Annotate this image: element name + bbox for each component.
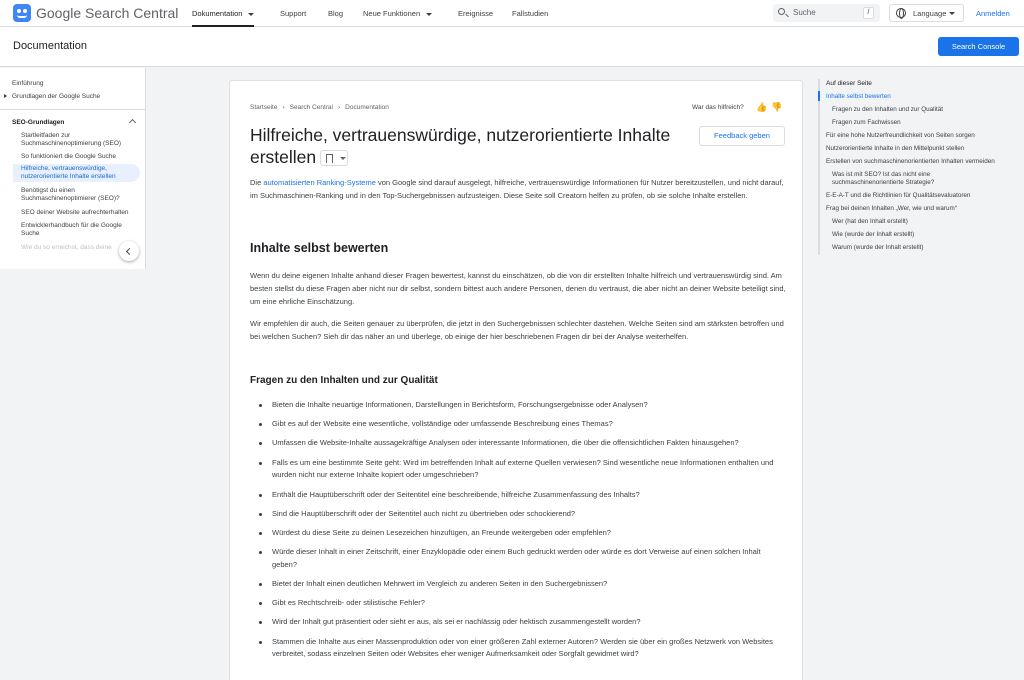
page-title: Hilfreiche, vertrauenswürdige, nutzerorientierte Inhalte erstellen — [250, 125, 671, 167]
collapse-sidebar-button[interactable] — [119, 241, 139, 261]
intro-suffix: von Google sind darauf ausgelegt, hilfreiche, vertrauenswürdige Informationen für Nutzer bereitzustellen, und nicht darauf, im Suchmaschinen-Ranking und in den Top-Suchergebnissen aufzusteigen. Diese Seite soll Creatorn helfen zu prüfen, ob sie solche Inhalte erstellen. — [250, 178, 784, 200]
toc-item-inhalte-bewerten[interactable]: Inhalte selbst bewerten — [826, 93, 891, 100]
nav-ereignisse[interactable]: Ereignisse — [458, 9, 494, 18]
list-item: Sind die Hauptüberschrift oder der Seitentitel auch nicht zu übertrieben oder schockierend? — [259, 508, 779, 521]
toc-item-warum[interactable]: Warum (wurde der Inhalt erstellt) — [832, 244, 924, 251]
paragraph-2: Wir empfehlen dir auch, die Seiten genauer zu überprüfen, die jetzt in den Suchergebnissen schlechter dastehen. Welche Seiten sind am stärksten betroffen und bei welchen Suchen? Sieh dir das näher an und überlege, ob einige der hier beschriebenen Fragen dir bei der Analyse weiterhelfen. — [250, 319, 784, 341]
intro-paragraph — [250, 177, 788, 202]
section-heading: Inhalte selbst bewerten — [250, 241, 389, 255]
nav-support[interactable]: Support — [280, 9, 307, 18]
chevron-down-icon — [949, 12, 955, 15]
language-label: Language — [913, 9, 947, 18]
list-item: Gibt es auf der Website eine wesentliche, vollständige oder umfassende Beschreibung eines Themas? — [259, 418, 779, 431]
question-list — [259, 399, 779, 668]
thumb-up-icon[interactable]: 👍 — [756, 102, 768, 112]
left-sidebar — [0, 68, 146, 269]
breadcrumb-startseite[interactable]: Startseite — [250, 104, 278, 111]
sidebar-item-faded[interactable]: Wie du so erreichst, dass deine — [21, 244, 112, 251]
intro-prefix: Die — [250, 178, 264, 187]
sidebar-item-seo-aufrechterhalten[interactable]: SEO deiner Website aufrechterhalten — [21, 209, 129, 216]
toc-item-fachwissen[interactable]: Fragen zum Fachwissen — [832, 119, 901, 126]
toc-item-wer[interactable]: Wer (hat den Inhalt erstellt) — [832, 218, 908, 225]
globe-icon — [896, 8, 906, 18]
list-item: Falls es um eine bestimmte Seite geht: Wird im betreffenden Inhalt auf externe Quellen verwiesen? Sind wesentliche neue Informationen enthalten und wurden nicht nur externe Inhalte kopiert oder umgeschrieben? — [259, 457, 779, 483]
toc-item-eeat[interactable]: E-E-A-T und die Richtlinien für Qualitätsevaluatoren — [826, 192, 971, 199]
search-central-logo-icon — [13, 4, 31, 22]
logo-text: Google Search Central — [36, 5, 179, 21]
list-item: Stammen die Inhalte aus einer Massenproduktion oder von einer größeren Zahl externer Autoren? Werden sie über ein großes Netzwerk von Websites verbreitet, sodass einzelnen Seiten oder Websites eher weniger Aufmerksamkeit oder Sorgfalt gewidmet wird? — [259, 636, 779, 662]
sidebar-item-seo-benoetigt[interactable]: Benötigst du einen Suchmaschinenoptimierer (SEO)? — [21, 187, 120, 202]
toc-item-wie[interactable]: Wie (wurde der Inhalt erstellt) — [832, 231, 915, 238]
breadcrumb — [250, 104, 389, 111]
sidebar-item-grundlagen[interactable]: Grundlagen der Google Suche — [12, 93, 101, 100]
thumb-down-icon[interactable]: 👎 — [771, 102, 783, 112]
signin-link[interactable]: Anmelden — [976, 9, 1010, 18]
toc-active-marker — [818, 91, 820, 101]
list-item: Wird der Inhalt gut präsentiert oder sieht er aus, als sei er nachlässig oder hektisch zusammengestellt worden? — [259, 616, 779, 629]
list-item: Bieten die Inhalte neuartige Informationen, Darstellungen in Berichtsform, Forschungsergebnisse oder Analysen? — [259, 399, 779, 412]
list-item: Würde dieser Inhalt in einer Zeitschrift, einer Enzyklopädie oder einem Buch gedruckt werden oder würde es dort Verweise auf einen solchen Inhalt geben? — [259, 546, 779, 572]
chevron-right-icon: › — [338, 104, 341, 111]
chevron-up-icon[interactable] — [129, 119, 136, 126]
site-logo[interactable] — [13, 4, 178, 22]
sidebar-section-seo-grundlagen[interactable]: SEO-Grundlagen — [12, 119, 65, 126]
nav-neue-funktionen[interactable]: Neue Funktionen — [363, 0, 432, 27]
chevron-down-icon — [426, 13, 432, 16]
chevron-right-icon: › — [282, 104, 285, 111]
toc-item-fragen-qualitaet[interactable]: Fragen zu den Inhalten und zur Qualität — [832, 106, 943, 113]
chevron-down-icon — [340, 157, 346, 160]
toc-item-nutzerfreundlichkeit[interactable]: Für eine hohe Nutzerfreundlichkeit von Seiten sorgen — [826, 132, 975, 139]
sidebar-divider — [0, 109, 146, 110]
toc-track — [818, 79, 820, 255]
helpful-label: War das hilfreich? — [692, 104, 744, 111]
sidebar-item-entwicklerhandbuch[interactable]: Entwicklerhandbuch für die Google Suche — [21, 222, 122, 237]
search-placeholder: Suche — [793, 8, 816, 17]
breadcrumb-documentation[interactable]: Documentation — [345, 104, 389, 111]
sidebar-item-hilfreiche-inhalte[interactable]: Hilfreiche, vertrauenswürdige, nutzerorientierte Inhalte erstellen — [13, 164, 140, 182]
ranking-systems-link[interactable]: automatisierten Ranking-Systeme — [263, 178, 376, 187]
section-title[interactable]: Documentation — [13, 40, 87, 52]
sidebar-item-einfuehrung[interactable]: Einführung — [12, 80, 44, 87]
sub-header — [0, 27, 1024, 67]
search-icon — [778, 8, 785, 15]
bookmark-icon — [326, 154, 333, 163]
search-shortcut-key: / — [863, 7, 874, 19]
list-item: Würdest du diese Seite zu deinen Lesezeichen hinzufügen, an Freunde weitergeben oder empfehlen? — [259, 527, 779, 540]
search-input[interactable] — [773, 4, 880, 22]
sidebar-item-startleitfaden[interactable]: Startleitfaden zur Suchmaschinenoptimierung (SEO) — [21, 132, 122, 147]
subheading: Fragen zu den Inhalten und zur Qualität — [250, 375, 438, 386]
nav-fallstudien[interactable]: Fallstudien — [512, 9, 549, 18]
article-card — [229, 80, 803, 680]
list-item: Gibt es Rechtschreib- oder stilistische Fehler? — [259, 597, 779, 610]
paragraph-1: Wenn du deine eigenen Inhalte anhand dieser Fragen bewertest, kannst du einschätzen, ob die von dir erstellten Inhalte hilfreich und vertrauenswürdig sind. Am besten stellst du diese Fragen aber nicht nur dir selbst, sondern bittest auch andere Personen, denen du vertraust, die aber nicht an deiner Website beteiligt sind, um eine ehrliche Einschätzung. — [250, 271, 786, 306]
nav-dokumentation[interactable]: Dokumentation — [192, 0, 254, 27]
chevron-right-icon[interactable] — [4, 94, 7, 98]
breadcrumb-search-central[interactable]: Search Central — [289, 104, 333, 111]
list-item: Bietet der Inhalt einen deutlichen Mehrwert im Vergleich zu anderen Seiten in den Suchergebnissen? — [259, 578, 779, 591]
toc-item-was-ist-seo[interactable]: Was ist mit SEO? Ist das nicht eine suchmaschinenorientierte Strategie? — [832, 171, 935, 186]
feedback-button[interactable]: Feedback geben — [699, 126, 785, 146]
toc-item-suchmaschinenorientiert[interactable]: Erstellen von suchmaschinenorientierten Inhalten vermeiden — [826, 158, 995, 165]
top-bar — [0, 0, 1024, 27]
chevron-down-icon — [248, 13, 254, 16]
language-selector[interactable] — [889, 4, 964, 22]
toc-title: Auf dieser Seite — [826, 80, 872, 87]
toc-item-nutzerorientiert[interactable]: Nutzerorientierte Inhalte in den Mittelpunkt stellen — [826, 145, 965, 152]
bookmark-button[interactable] — [320, 150, 348, 166]
search-console-button[interactable]: Search Console — [938, 37, 1019, 56]
list-item: Enthält die Hauptüberschrift oder der Seitentitel eine beschreibende, hilfreiche Zusammenfassung des Inhalts? — [259, 489, 779, 502]
sidebar-item-so-funktioniert[interactable]: So funktioniert die Google Suche — [21, 153, 117, 160]
list-item: Umfassen die Website-Inhalte aussagekräftige Analysen oder interessante Informationen, die über die offensichtlichen Fakten hinausgehen? — [259, 437, 779, 450]
nav-blog[interactable]: Blog — [328, 9, 344, 18]
toc-item-wer-wie-warum[interactable]: Frag bei deinen Inhalten „Wer, wie und warum“ — [826, 205, 957, 212]
